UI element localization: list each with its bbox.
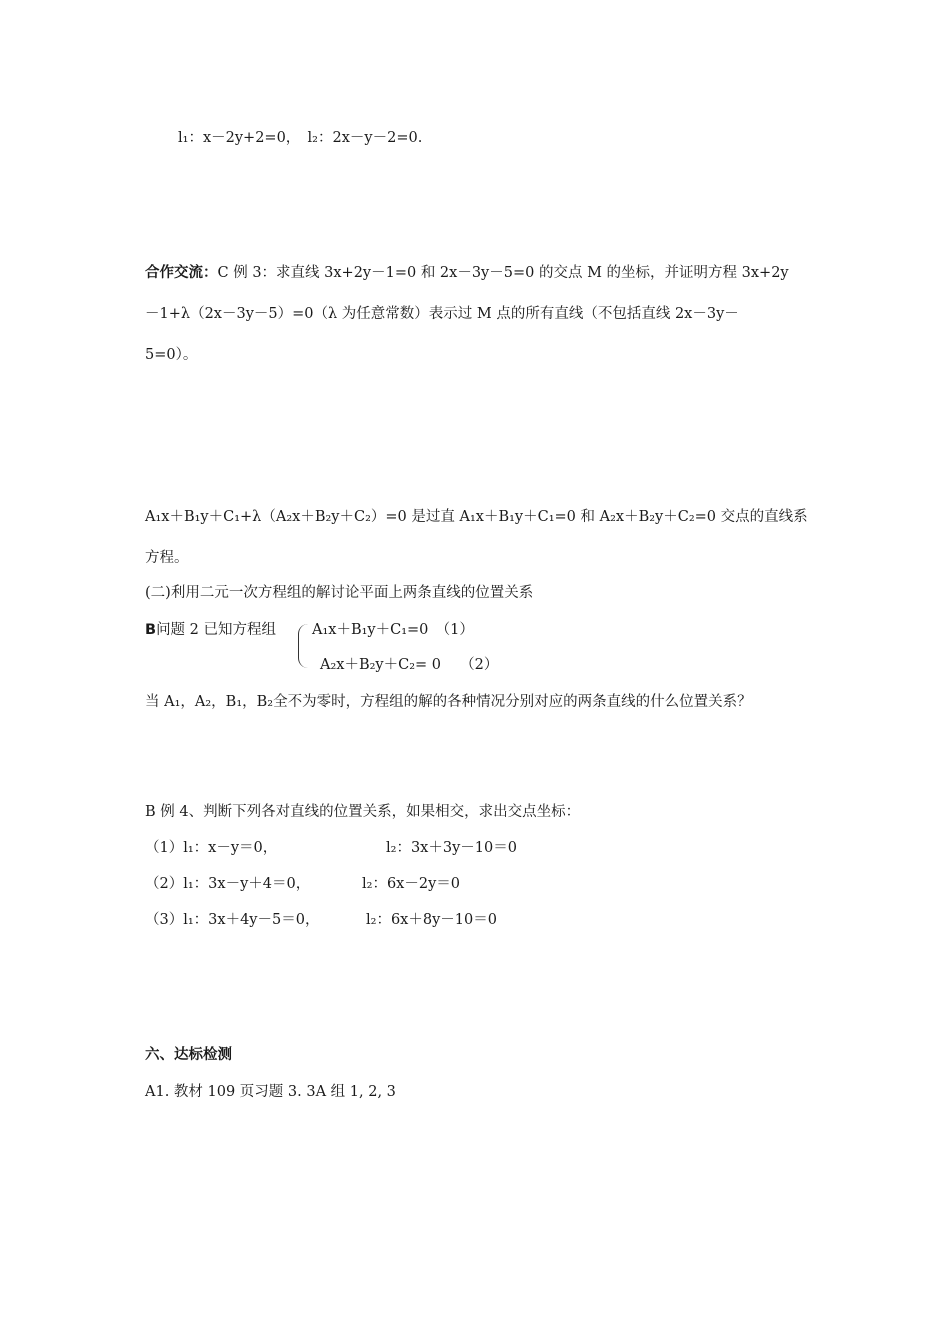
example4-heading: B 例 4、判断下列各对直线的位置关系，如果相交，求出交点坐标： (145, 804, 581, 820)
question2-text: 问题 2 已知方程组 (156, 622, 277, 638)
example4-item1-l1: （1）l₁：x－y＝0， (145, 840, 278, 856)
equation-2: A₂x＋B₂y＋C₂= 0 （2） (320, 657, 499, 673)
system-brace (298, 624, 309, 668)
question2-ask: 当 A₁，A₂，B₁，B₂全不为零时，方程组的解的各种情况分别对应的两条直线的什么位置关系？ (145, 694, 752, 710)
line-system-equation: A₁x＋B₁y＋C₁+λ（A₂x＋B₂y＋C₂）=0 是过直 A₁x＋B₁y＋C₁=0 和 A₂x＋B₂y＋C₂=0 交点的直线系 (145, 509, 808, 525)
example4-item3-l1: （3）l₁：3x＋4y－5＝0， (145, 912, 320, 928)
example4-item2-l1: （2）l₁：3x－y＋4＝0， (145, 876, 311, 892)
cooperation-paragraph-line1 (145, 263, 789, 283)
equation-1: A₁x＋B₁y＋C₁=0 （1） (312, 622, 474, 638)
example4-item1-l2: l₂：3x＋3y－10＝0 (386, 840, 517, 856)
section-six-heading: 六、达标检测 (145, 1047, 232, 1063)
cooperation-label: 合作交流： (145, 265, 218, 281)
example3-text: C 例 3：求直线 3x+2y－1=0 和 2x－3y－5=0 的交点 M 的坐标，并证明方程 3x+2y (217, 265, 789, 281)
line-system-equation-end: 方程。 (145, 550, 189, 566)
question2-prompt (145, 620, 276, 640)
section-two-heading: (二)利用二元一次方程组的解讨论平面上两条直线的位置关系 (145, 585, 534, 601)
example4-item3-l2: l₂：6x＋8y－10＝0 (366, 912, 497, 928)
lines-l1-l2: l₁：x－2y+2=0， l₂：2x－y－2=0. (178, 130, 423, 146)
question2-level: B (145, 622, 157, 638)
cooperation-paragraph-line3: 5=0）。 (145, 347, 198, 363)
exercise-a1: A1. 教材 109 页习题 3. 3A 组 1, 2, 3 (145, 1084, 396, 1100)
cooperation-paragraph-line2: －1+λ（2x－3y－5）=0（λ 为任意常数）表示过 M 点的所有直线（不包括直线 2x－3y－ (145, 306, 739, 322)
example4-item2-l2: l₂：6x－2y＝0 (362, 876, 460, 892)
